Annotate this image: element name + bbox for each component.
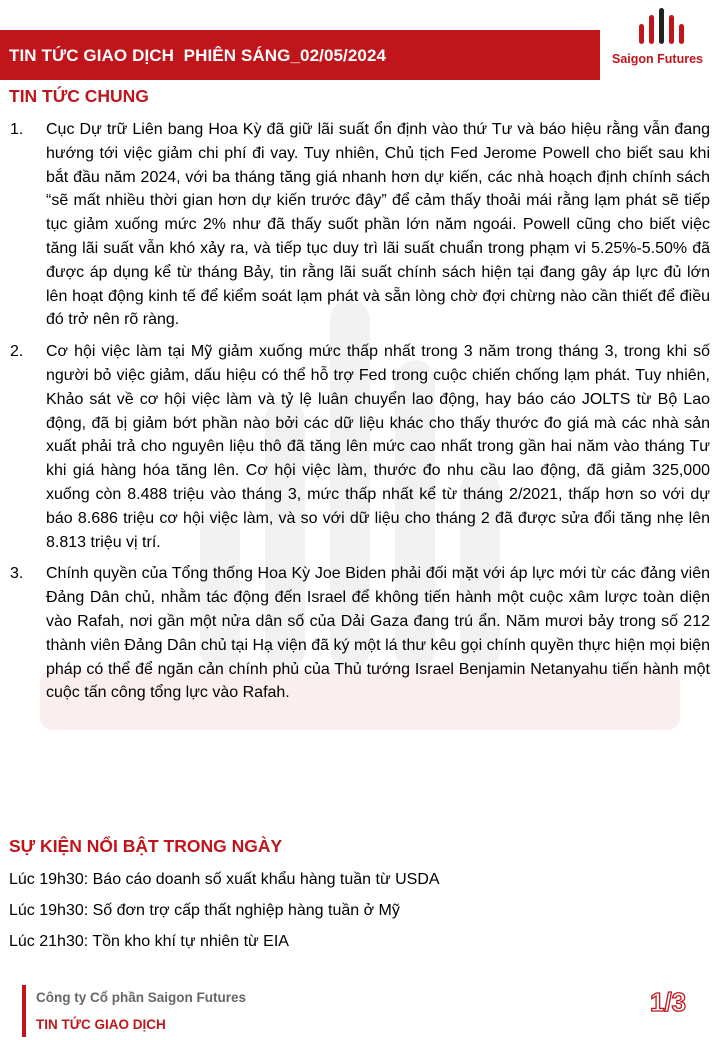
list-item-number: 3. — [10, 565, 24, 583]
general-news-heading: TIN TỨC CHUNG — [9, 86, 149, 106]
list-item — [10, 118, 710, 332]
page-number: 1/3 — [650, 987, 687, 1017]
list-item-number: 2. — [10, 343, 24, 361]
list-item — [10, 340, 710, 554]
footer-accent-bar — [22, 985, 26, 1037]
footer-company: Công ty Cổ phần Saigon Futures — [36, 990, 246, 1005]
general-news-list — [10, 118, 710, 705]
list-item-text: Cơ hội việc làm tại Mỹ giảm xuống mức thấp nhất trong 3 năm trong tháng 3, trong khi số người bỏ việc giảm, dấu hiệu có thể hỗ trợ Fed trong cuộc chiến chống lạm phát. Tuy nhiên, Khảo sát về cơ hội việc làm và tỷ lệ luân chuyển lao động, hay báo cáo JOLTS từ Bộ Lao động, đã bị giảm bớt phần nào bởi các dữ liệu khác cho thấy thước đo giá mà các nhà sản xuất phải trả cho nguyên liệu thô đã tăng lên mức cao nhất trong gần hai năm vào tháng Tư khi giá hàng hóa tăng lên. Cơ hội việc làm, thước đo nhu cầu lao động, đã giảm 325,000 xuống còn 8.488 triệu vào tháng 3, mức thấp nhất kể từ tháng 2/2021, thấp hơn so với dự báo 8.686 triệu cơ hội việc làm, và so với dữ liệu cho tháng 2 đã được sửa đổi tăng nhẹ lên 8.813 triệu vị trí. — [46, 343, 710, 551]
list-item — [10, 562, 710, 705]
logo-text: Saigon Futures — [612, 52, 703, 66]
footer-label: TIN TỨC GIAO DỊCH — [36, 1017, 166, 1032]
list-item-number: 1. — [10, 121, 24, 138]
event-item: Lúc 21h30: Tồn kho khí tự nhiên từ EIA — [9, 933, 289, 950]
event-item: Lúc 19h30: Báo cáo doanh số xuất khẩu hàng tuần từ USDA — [9, 871, 440, 888]
events-heading: SỰ KIỆN NỔI BẬT TRONG NGÀY — [9, 836, 283, 856]
event-item: Lúc 19h30: Số đơn trợ cấp thất nghiệp hàng tuần ở Mỹ — [9, 902, 400, 919]
page-title: TIN TỨC GIAO DỊCH PHIÊN SÁNG_02/05/2024 — [9, 46, 387, 65]
list-item-text: Cục Dự trữ Liên bang Hoa Kỳ đã giữ lãi suất ổn định vào thứ Tư và báo hiệu rằng vẫn đang hướng tới việc giảm chi phí đi vay. Tuy nhiên, Chủ tịch Fed Jerome Powell cho biết sau khi bắt đầu năm 2024, với ba tháng tăng giá nhanh hơn dự kiến, các nhà hoạch định chính sách “sẽ mất nhiều thời gian hơn dự kiến trước đây” để cảm thấy thoải mái rằng lạm phát sẽ tiếp tục giảm xuống mức 2% như đã thấy suốt phần lớn năm ngoái. Powell cũng cho biết việc tăng lãi suất vẫn khó xảy ra, và tiếp tục duy trì lãi suất chuẩn trong phạm vi 5.25%-5.50% đã được áp dụng kể từ tháng Bảy, tin rằng lãi suất chính sách hiện tại đang gây áp lực đủ lớn lên hoạt động kinh tế để kiểm soát lạm phát và sẵn lòng chờ đợi chừng nào cần thiết để điều đó trở nên rõ ràng. — [46, 121, 710, 329]
list-item-text: Chính quyền của Tổng thống Hoa Kỳ Joe Biden phải đối mặt với áp lực mới từ các đảng viên Đảng Dân chủ, nhằm tác động đến Israel để không tiến hành một cuộc xâm lược toàn diện vào Rafah, nơi gần một nửa dân số của Dải Gaza đang trú ẩn. Năm mươi bảy trong số 212 thành viên Đảng Dân chủ tại Hạ viện đã ký một lá thư kêu gọi chính quyền thực hiện mọi biện pháp có thể để ngăn cản chính phủ của Thủ tướng Israel Benjamin Netanyahu tiến hành một cuộc tấn công tổng lực vào Rafah. — [46, 565, 710, 702]
header-bar — [0, 30, 600, 80]
